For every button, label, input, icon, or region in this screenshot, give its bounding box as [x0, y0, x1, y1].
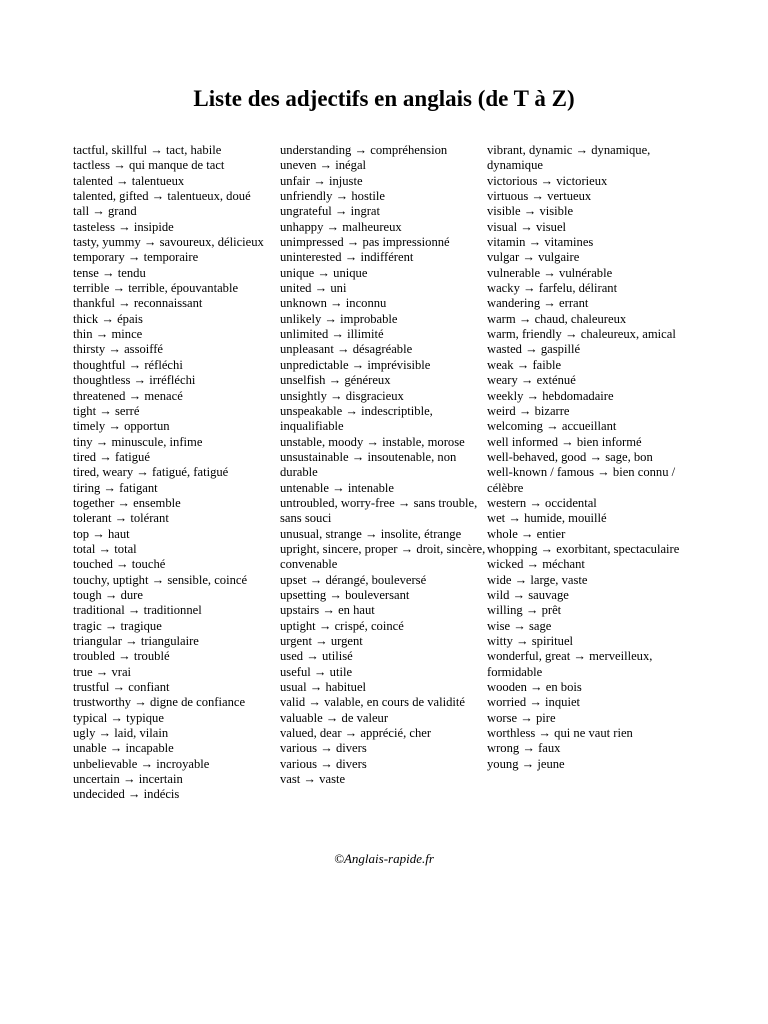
adjective-entry: worse → pire: [487, 710, 556, 725]
adjective-entry: well-known / famous → bien connu / célèbre: [487, 465, 676, 495]
adjective-entry: unselfish → généreux: [280, 373, 391, 388]
adjective-entry: uncertain → incertain: [73, 772, 183, 787]
adjective-entry: welcoming → accueillant: [487, 419, 617, 434]
adjective-entry: wooden → en bois: [487, 680, 582, 695]
adjective-entry: tasteless → insipide: [73, 219, 174, 234]
adjective-entry: unfriendly → hostile: [280, 189, 385, 204]
adjective-entry: visual → visuel: [487, 219, 567, 234]
adjective-entry: talented, gifted → talentueux, doué: [73, 189, 251, 204]
adjective-entry: warm, friendly → chaleureux, amical: [487, 327, 676, 342]
adjective-entry: unhappy → malheureux: [280, 219, 402, 234]
adjective-entry: victorious → victorieux: [487, 173, 608, 188]
adjective-entry: wacky → farfelu, délirant: [487, 281, 618, 296]
adjective-entry: western → occidental: [487, 495, 597, 510]
adjective-entry: valuable → de valeur: [280, 710, 389, 725]
adjective-entry: upset → dérangé, bouleversé: [280, 572, 427, 587]
adjective-entry: unpredictable → imprévisible: [280, 357, 431, 372]
adjective-entry: together → ensemble: [73, 495, 181, 510]
adjective-entry: wrong → faux: [487, 741, 561, 756]
adjective-entry: various → divers: [280, 756, 367, 771]
adjective-entry: timely → opportun: [73, 419, 170, 434]
adjective-entry: various → divers: [280, 741, 367, 756]
adjective-entry: thoughtful → réfléchi: [73, 357, 183, 372]
adjective-entry: unsightly → disgracieux: [280, 388, 404, 403]
adjective-entry: terrible → terrible, épouvantable: [73, 281, 239, 296]
adjective-entry: tired, weary → fatigué, fatigué: [73, 465, 229, 480]
adjective-entry: unknown → inconnu: [280, 296, 387, 311]
column-t-u: [73, 143, 280, 803]
adjective-entry: young → jeune: [487, 756, 565, 771]
adjective-entry: wonderful, great → merveilleux, formidable: [487, 649, 653, 679]
adjective-entry: troubled → troublé: [73, 649, 170, 664]
adjective-entry: weak → faible: [487, 357, 562, 372]
adjective-entry: unusual, strange → insolite, étrange: [280, 526, 462, 541]
adjective-entry: talented → talentueux: [73, 173, 185, 188]
adjective-entry: thirsty → assoiffé: [73, 342, 164, 357]
column-u-v: [280, 143, 487, 803]
adjective-entry: upright, sincere, proper → droit, sincère, convenable: [280, 541, 486, 572]
adjective-entry: worthless → qui ne vaut rien: [487, 726, 633, 741]
adjective-entry: upstairs → en haut: [280, 603, 375, 618]
adjective-entry: unstable, moody → instable, morose: [280, 434, 465, 449]
adjective-entry: vulnerable → vulnérable: [487, 265, 613, 280]
adjective-entry: unable → incapable: [73, 741, 174, 756]
adjective-entry: tasty, yummy → savoureux, délicieux: [73, 235, 264, 250]
adjective-entry: unbelievable → incroyable: [73, 756, 210, 771]
copyright-footer: ©Anglais-rapide.fr: [334, 851, 434, 866]
adjective-entry: worried → inquiet: [487, 695, 581, 710]
adjective-entry: unsustainable → insoutenable, non durable: [280, 449, 457, 480]
adjective-entry: touchy, uptight → sensible, coincé: [73, 572, 248, 587]
adjective-entry: wild → sauvage: [487, 587, 569, 602]
adjective-entry: witty → spirituel: [487, 634, 574, 648]
adjective-entry: tiny → minuscule, infime: [73, 434, 203, 449]
adjective-entry: thick → épais: [73, 311, 143, 326]
adjective-entry: weary → exténué: [487, 373, 576, 388]
adjective-entry: wandering → errant: [487, 296, 589, 311]
adjective-entry: understanding → compréhension: [280, 143, 448, 157]
adjective-entry: whole → entier: [487, 526, 566, 541]
adjective-entry: useful → utile: [280, 664, 353, 679]
adjective-entry: uptight → crispé, coincé: [280, 618, 404, 633]
adjective-entry: untroubled, worry-free → sans trouble, sans souci: [280, 495, 478, 526]
adjective-entry: unique → unique: [280, 265, 368, 280]
adjective-entry: thoughtless → irréfléchi: [73, 373, 196, 388]
adjective-entry: whopping → exorbitant, spectaculaire: [487, 541, 680, 556]
adjective-entry: top → haut: [73, 526, 130, 541]
adjective-entry: vulgar → vulgaire: [487, 250, 580, 265]
adjective-entry: uneven → inégal: [280, 158, 367, 173]
adjective-entry: untenable → intenable: [280, 480, 395, 495]
adjective-entry: typical → typique: [73, 710, 164, 725]
adjective-entry: vast → vaste: [280, 772, 346, 787]
adjective-entry: tall → grand: [73, 204, 137, 219]
adjective-entry: unfair → injuste: [280, 173, 363, 188]
adjective-entry: visible → visible: [487, 204, 574, 219]
adjective-entry: unlikely → improbable: [280, 311, 398, 326]
adjective-entry: wise → sage: [487, 618, 552, 633]
adjective-entry: wet → humide, mouillé: [487, 511, 607, 526]
adjective-columns: [73, 143, 713, 803]
adjective-entry: triangular → triangulaire: [73, 634, 199, 648]
adjective-entry: trustful → confiant: [73, 680, 170, 695]
adjective-entry: tough → dure: [73, 587, 143, 602]
adjective-entry: temporary → temporaire: [73, 250, 199, 265]
adjective-entry: ugly → laid, vilain: [73, 726, 169, 741]
adjective-entry: urgent → urgent: [280, 634, 363, 648]
adjective-entry: virtuous → vertueux: [487, 189, 592, 204]
adjective-entry: used → utilisé: [280, 649, 353, 664]
adjective-entry: tense → tendu: [73, 265, 146, 280]
adjective-entry: thin → mince: [73, 327, 143, 342]
adjective-entry: vibrant, dynamic → dynamique, dynamique: [487, 143, 651, 173]
adjective-entry: touched → touché: [73, 557, 166, 572]
adjective-entry: total → total: [73, 541, 137, 556]
adjective-entry: undecided → indécis: [73, 787, 180, 802]
adjective-entry: tiring → fatigant: [73, 480, 158, 495]
adjective-entry: tactless → qui manque de tact: [73, 158, 225, 173]
adjective-entry: weekly → hebdomadaire: [487, 388, 614, 403]
adjective-entry: unspeakable → indescriptible, inqualifiable: [280, 403, 433, 434]
adjective-entry: threatened → menacé: [73, 388, 183, 403]
adjective-entry: weird → bizarre: [487, 403, 570, 418]
adjective-entry: unimpressed → pas impressionné: [280, 235, 450, 250]
adjective-entry: vitamin → vitamines: [487, 235, 594, 250]
adjective-entry: willing → prêt: [487, 603, 562, 618]
adjective-entry: tragic → tragique: [73, 618, 162, 633]
adjective-entry: tired → fatigué: [73, 449, 150, 464]
adjective-entry: traditional → traditionnel: [73, 603, 202, 618]
adjective-entry: valid → valable, en cours de validité: [280, 695, 465, 710]
adjective-entry: wasted → gaspillé: [487, 342, 581, 357]
page-title: Liste des adjectifs en anglais (de T à Z): [193, 86, 575, 111]
adjective-entry: wicked → méchant: [487, 557, 585, 572]
adjective-entry: thankful → reconnaissant: [73, 296, 203, 311]
adjective-entry: unlimited → illimité: [280, 327, 384, 342]
adjective-entry: well-behaved, good → sage, bon: [487, 449, 653, 464]
adjective-entry: valued, dear → apprécié, cher: [280, 726, 432, 741]
adjective-entry: united → uni: [280, 281, 347, 296]
adjective-entry: unpleasant → désagréable: [280, 342, 413, 357]
adjective-entry: warm → chaud, chaleureux: [487, 311, 627, 326]
adjective-entry: true → vrai: [73, 664, 132, 679]
adjective-entry: upsetting → bouleversant: [280, 587, 410, 602]
adjective-entry: uninterested → indifférent: [280, 250, 414, 265]
adjective-entry: usual → habituel: [280, 680, 367, 695]
adjective-entry: tactful, skillful → tact, habile: [73, 143, 222, 157]
adjective-entry: ungrateful → ingrat: [280, 204, 381, 219]
adjective-entry: trustworthy → digne de confiance: [73, 695, 246, 710]
adjective-entry: well informed → bien informé: [487, 434, 642, 449]
adjective-entry: tight → serré: [73, 403, 140, 418]
adjective-entry: tolerant → tolérant: [73, 511, 169, 526]
adjective-entry: wide → large, vaste: [487, 572, 588, 587]
column-v-z: [487, 143, 697, 803]
